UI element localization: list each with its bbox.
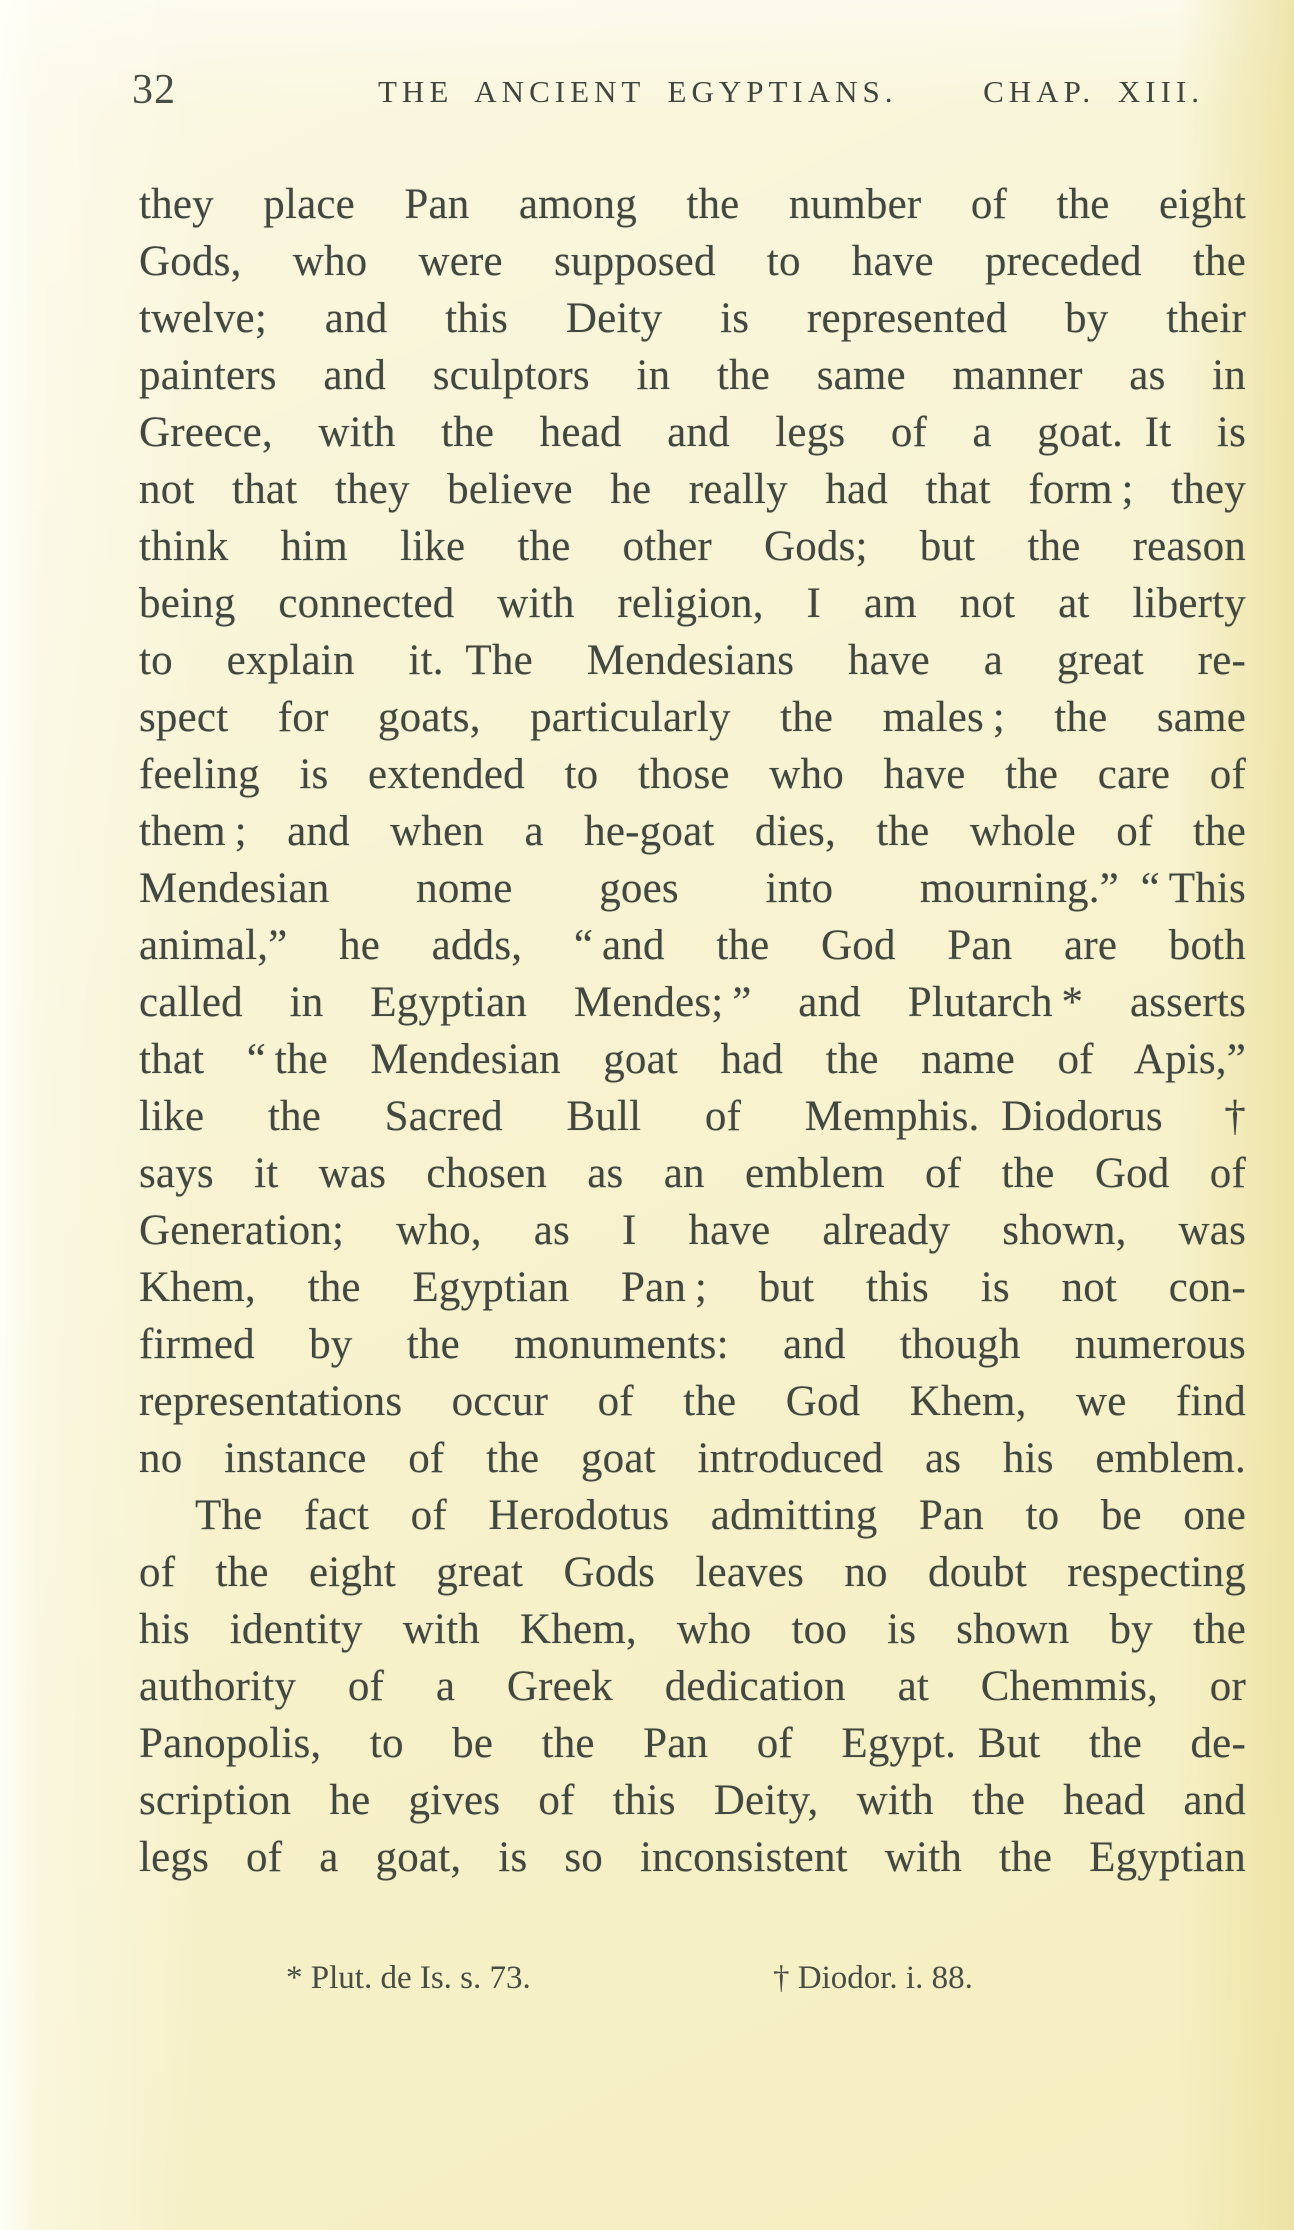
text-line: to explain it. The Mendesians have a great re-	[139, 637, 1246, 684]
header-chapter: CHAP. XIII.	[983, 74, 1204, 109]
text-line: them ; and when a he-goat dies, the whole of the	[139, 808, 1246, 855]
text-line: being connected with religion, I am not at liberty	[139, 580, 1246, 627]
paragraph	[139, 1487, 1246, 1886]
text-line: no instance of the goat introduced as his emblem.	[139, 1435, 1246, 1482]
text-line: says it was chosen as an emblem of the God of	[139, 1150, 1246, 1197]
running-header	[378, 74, 1204, 110]
text-line: legs of a goat, is so inconsistent with the Egyptian	[139, 1834, 1246, 1881]
text-line: representations occur of the God Khem, we find	[139, 1378, 1246, 1425]
text-line: twelve; and this Deity is represented by their	[139, 295, 1246, 342]
paragraph	[139, 176, 1246, 1487]
footnote-diodorus: † Diodor. i. 88.	[773, 1960, 973, 1996]
text-line: not that they believe he really had that form ; they	[139, 466, 1246, 513]
text-line: Khem, the Egyptian Pan ; but this is not con-	[139, 1264, 1246, 1311]
text-line: firmed by the monuments: and though numerous	[139, 1321, 1246, 1368]
text-line: animal,” he adds, “ and the God Pan are both	[139, 922, 1246, 969]
footnote-plutarch: * Plut. de Is. s. 73.	[286, 1960, 531, 1996]
footnotes	[140, 1960, 1246, 1997]
text-line: The fact of Herodotus admitting Pan to be one	[195, 1492, 1246, 1539]
text-line: they place Pan among the number of the eight	[139, 181, 1246, 228]
text-line: of the eight great Gods leaves no doubt respecting	[139, 1549, 1246, 1596]
text-line: painters and sculptors in the same manner as in	[139, 352, 1246, 399]
page-number: 32	[132, 67, 176, 113]
header-title: THE ANCIENT EGYPTIANS.	[378, 74, 898, 109]
text-line: feeling is extended to those who have the care of	[139, 751, 1246, 798]
text-line: spect for goats, particularly the males ; the same	[139, 694, 1246, 741]
text-line: like the Sacred Bull of Memphis. Diodorus †	[139, 1093, 1246, 1140]
text-line: Mendesian nome goes into mourning.” “ This	[139, 865, 1246, 912]
text-line: think him like the other Gods; but the reason	[139, 523, 1246, 570]
text-line: his identity with Khem, who too is shown by the	[139, 1606, 1246, 1653]
text-line: called in Egyptian Mendes; ” and Plutarch * asserts	[139, 979, 1246, 1026]
text-line: Gods, who were supposed to have preceded the	[139, 238, 1246, 285]
text-line: Generation; who, as I have already shown, was	[139, 1207, 1246, 1254]
text-line: that “ the Mendesian goat had the name of Apis,”	[139, 1036, 1246, 1083]
text-line: Greece, with the head and legs of a goat. It is	[139, 409, 1246, 456]
text-line: authority of a Greek dedication at Chemmis, or	[139, 1663, 1246, 1710]
text-line: Panopolis, to be the Pan of Egypt. But the de-	[139, 1720, 1246, 1767]
body-text	[139, 176, 1246, 1886]
text-line: scription he gives of this Deity, with the head and	[139, 1777, 1246, 1824]
